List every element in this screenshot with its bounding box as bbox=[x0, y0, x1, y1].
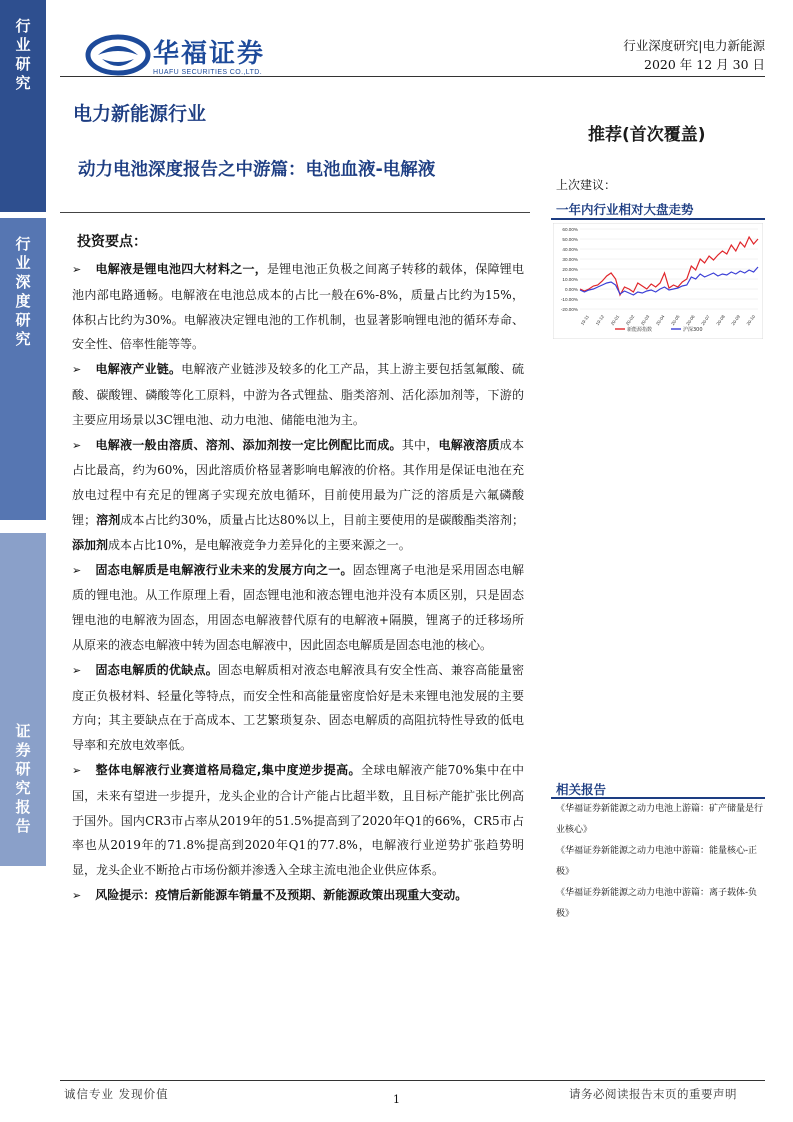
chart-x-tick: 20-08 bbox=[715, 314, 726, 327]
related-title: 相关报告 bbox=[556, 782, 607, 797]
logo-name-en: HUAFU SECURITIES CO.,LTD. bbox=[153, 69, 263, 76]
chart-y-tick: 0.00% bbox=[564, 286, 578, 292]
chart-y-tick: -10.00% bbox=[560, 296, 578, 302]
side-tab-securities-report: 证券研究报告 bbox=[0, 533, 46, 866]
chart-x-tick: 20-10 bbox=[745, 314, 757, 327]
point-text: 固态锂离子电池是采用固态电解质的锂电池。从工作原理上看，固态锂电池和液态锂电池并没有本质区别，只是固态锂电池的电解液为固态，用固态电解液替代原有的电解液+隔膜，锂离子的迁移场所从原来的液态电解液中转为固态电解液中，因此固态电解质是固态电池的核心。 bbox=[72, 562, 524, 652]
point-text: 是锂电池正负极之间离子转移的载体，保障锂电池内部电路通畅。电解液在电池总成本的占比一般在6%-8%，质量占比约为15%，体积占比约为30%。电解液决定锂电池的工作机制，也显著影响锂电池的循环寿命、安全性、倍率性能等等。 bbox=[72, 262, 524, 352]
related-report-item[interactable]: 《华福证券新能源之动力电池中游篇：能量核心-正极》 bbox=[556, 846, 758, 877]
content-divider bbox=[60, 212, 530, 213]
point-text: 固态电解质相对液态电解液具有安全性高、兼容高能量密度正负极材料、轻量化等特点，而安全性和高能量密度恰好是未来锂电池发展的主要方向；其主要缺点在于高成本、工艺繁琐复杂、固态电解质的高阻抗特性导致的低电导率和充放电效率低。 bbox=[72, 662, 524, 753]
point-text: 成本占比最高，约为60%，因此溶质价格显著影响电解液的价格。其作用是保证电池在充放电过程中有充足的锂离子实现充放电循环，目前使用最为广泛的溶质是六氟磷酸锂； bbox=[72, 437, 524, 527]
chart-y-tick: 10.00% bbox=[562, 276, 578, 282]
investment-point bbox=[72, 257, 524, 357]
logo-name-cn: 华福证券 bbox=[153, 39, 266, 69]
chart-y-tick: 30.00% bbox=[562, 256, 578, 262]
industry-name: 电力新能源行业 bbox=[73, 103, 207, 125]
point-highlight: 固态电解质是电解液行业未来的发展方向之一。 bbox=[95, 562, 353, 577]
header-divider bbox=[60, 76, 765, 77]
point-highlight: 电解液产业链。 bbox=[95, 362, 182, 377]
chart-title-underline bbox=[551, 218, 765, 220]
chart-legend-label: 新能源指数 bbox=[627, 327, 653, 333]
chart-x-tick: 19-11 bbox=[579, 314, 590, 327]
point-highlight: 整体电解液行业赛道格局稳定,集中度逆步提高。 bbox=[95, 762, 361, 777]
investment-point bbox=[72, 758, 524, 883]
point-text: 全球电解液产能70%集中在中国，未来有望进一步提升，龙头企业的合计产能占比超半数，且目标产能扩张比例高于国外。国内CR3市占率从2019年的51.5%提高到了2020年Q1的66%，CR5市占率也从2019年的71.8%提高到2020年Q1的77.8%，电解液行业逆势扩张趋势明显，龙头企业不断抢占市场份额并渗透入全球主流电池企业供应体系。 bbox=[72, 762, 524, 878]
chart-y-tick: 60.00% bbox=[562, 226, 578, 232]
bullet-arrow-icon: ➢ bbox=[72, 438, 82, 452]
bullet-arrow-icon: ➢ bbox=[72, 563, 82, 577]
related-reports bbox=[556, 799, 768, 925]
point-highlight: 固态电解质的优缺点。 bbox=[95, 662, 218, 677]
chart-y-tick: 50.00% bbox=[562, 236, 578, 242]
point-text: 成本占比约30%，质量占比达80%以上，目前主要使用的是碳酸酯类溶剂； bbox=[120, 512, 524, 527]
chart-y-tick: -20.00% bbox=[560, 306, 578, 312]
chart-y-tick: 20.00% bbox=[562, 266, 578, 272]
point-highlight: 电解液是锂电池四大材料之一， bbox=[95, 262, 267, 276]
investment-title: 投资要点： bbox=[77, 234, 147, 250]
last-suggestion: 上次建议： bbox=[556, 178, 617, 192]
investment-point bbox=[72, 558, 524, 658]
bullet-arrow-icon: ➢ bbox=[72, 263, 82, 276]
report-type: 行业深度研究|电力新能源 bbox=[623, 38, 765, 53]
footer-divider bbox=[60, 1080, 765, 1081]
related-report-item[interactable]: 《华福证券新能源之动力电池中游篇：离子载体-负极》 bbox=[556, 888, 758, 919]
bullet-arrow-icon: ➢ bbox=[72, 663, 82, 677]
bullet-arrow-icon: ➢ bbox=[72, 363, 82, 377]
chart-x-tick: 20-06 bbox=[685, 314, 696, 327]
side-tab-industry-deep-research: 行业深度研究 bbox=[0, 218, 46, 520]
investment-point bbox=[72, 357, 524, 432]
chart-x-tick: 20-04 bbox=[654, 314, 666, 327]
chart-x-tick: 20-01 bbox=[609, 314, 621, 327]
chart-legend-label: 沪深300 bbox=[683, 327, 703, 333]
side-tabs bbox=[0, 0, 46, 1122]
chart-x-tick: 20-09 bbox=[730, 314, 741, 327]
chart-x-tick: 20-02 bbox=[624, 314, 636, 327]
chart-x-tick: 20-03 bbox=[639, 314, 651, 327]
logo-text bbox=[153, 33, 265, 76]
side-tab-industry-research: 行业研究 bbox=[0, 0, 46, 212]
point-highlight: 添加剂 bbox=[72, 537, 109, 552]
rating: 推荐(首次覆盖) bbox=[588, 125, 706, 145]
point-text: 其中， bbox=[401, 437, 439, 452]
bullet-arrow-icon: ➢ bbox=[72, 763, 82, 777]
relative-trend-chart bbox=[553, 223, 763, 339]
bullet-arrow-icon: ➢ bbox=[72, 888, 82, 902]
chart-title: 一年内行业相对大盘走势 bbox=[556, 202, 694, 217]
investment-point bbox=[72, 658, 524, 758]
report-title: 动力电池深度报告之中游篇：电池血液-电解液 bbox=[78, 160, 436, 180]
investment-points bbox=[72, 257, 524, 909]
investment-point bbox=[72, 883, 524, 909]
point-highlight: 电解液溶质 bbox=[438, 437, 500, 452]
point-highlight: 电解液一般由溶质、溶剂、添加剂按一定比例配比而成。 bbox=[95, 437, 402, 452]
point-highlight: 溶剂 bbox=[96, 512, 121, 527]
page-number: 1 bbox=[393, 1093, 400, 1106]
header-info bbox=[623, 36, 765, 74]
footer-slogan: 诚信专业 发现价值 bbox=[64, 1087, 169, 1101]
point-text: 成本占比10%，是电解液竞争力差异化的主要来源之一。 bbox=[108, 537, 411, 552]
investment-point bbox=[72, 433, 524, 558]
footer-disclaimer: 请务必阅读报告末页的重要声明 bbox=[569, 1087, 737, 1101]
point-highlight: 风险提示：疫情后新能源车销量不及预期、新能源政策出现重大变动。 bbox=[95, 887, 468, 902]
chart-x-tick: 20-07 bbox=[700, 314, 711, 327]
point-text: 电解液产业链涉及较多的化工产品，其上游主要包括氢氟酸、硫酸、碳酸锂、磷酸等化工原料，中游为各式锂盐、脂类溶剂、活化添加剂等，下游的主要应用场景以3C锂电池、动力电池、储能电池为主。 bbox=[72, 362, 524, 427]
related-report-item[interactable]: 《华福证券新能源之动力电池上游篇：矿产储量是行业核心》 bbox=[556, 804, 764, 835]
chart-x-tick: 20-05 bbox=[670, 314, 681, 327]
chart-x-tick: 19-12 bbox=[594, 314, 606, 327]
report-date: 2020 年 12 月 30 日 bbox=[644, 57, 765, 72]
chart-y-tick: 40.00% bbox=[562, 246, 578, 252]
